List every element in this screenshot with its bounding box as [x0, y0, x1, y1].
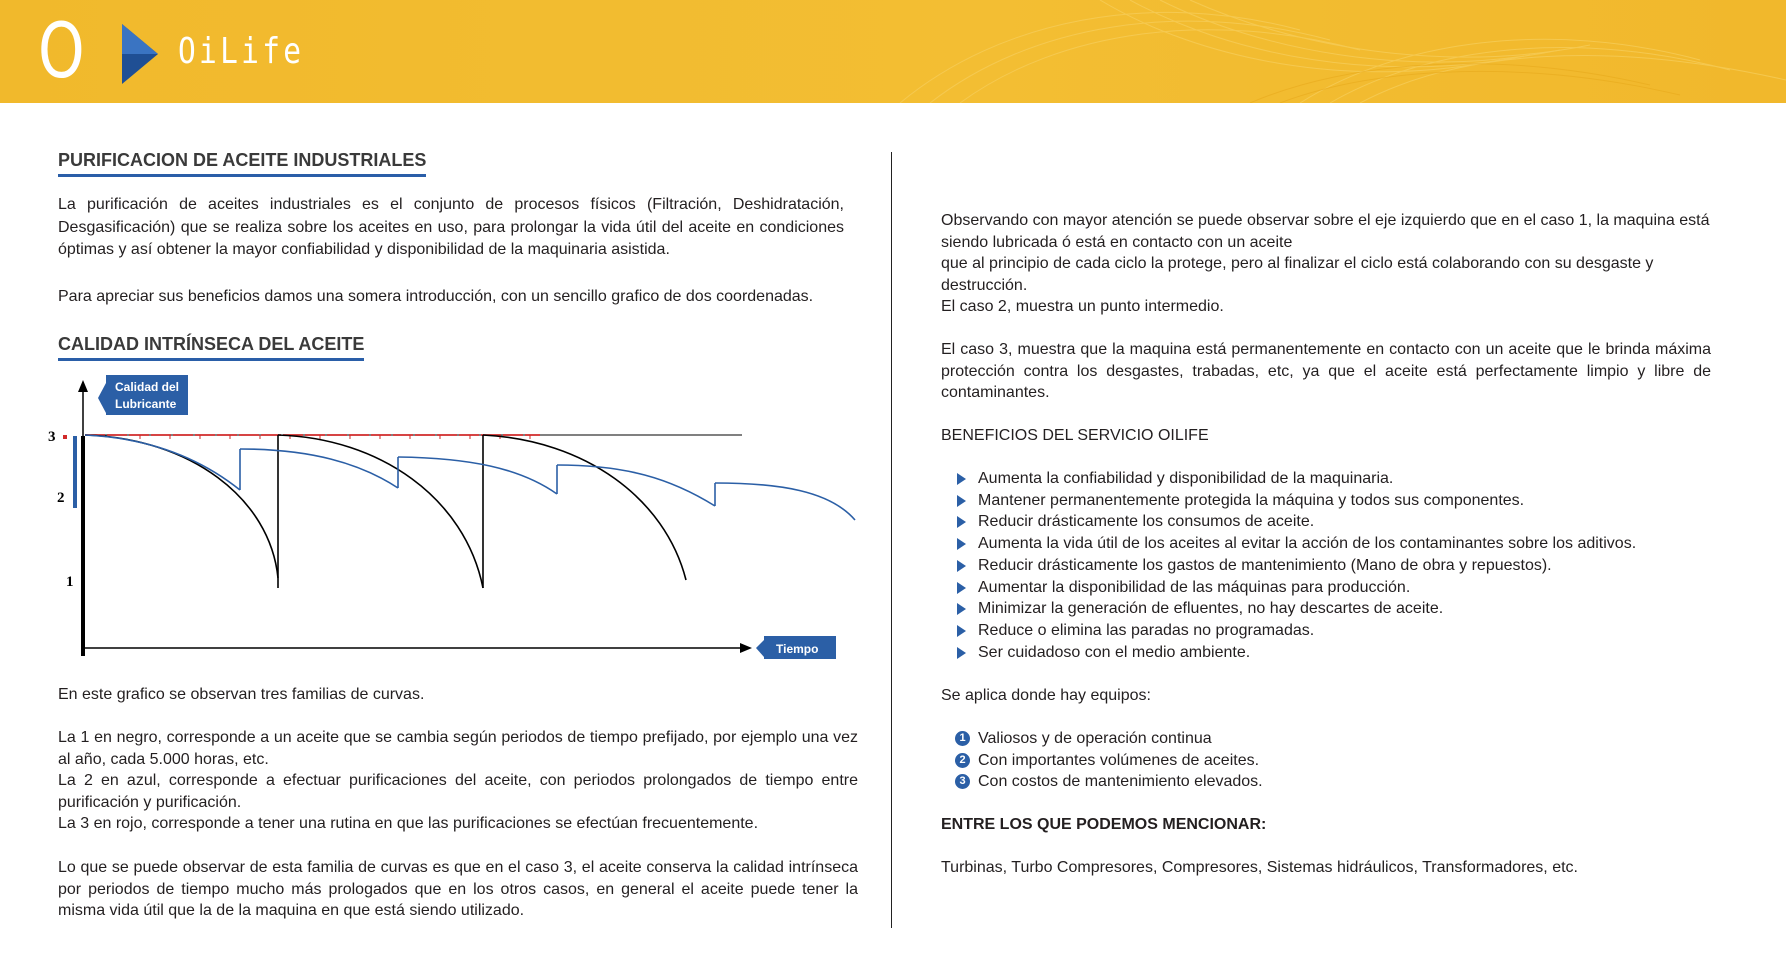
column-divider — [891, 152, 892, 928]
blue-curve — [85, 435, 855, 520]
curve-2-description: La 2 en azul, corresponde a efectuar purificaciones del aceite, con periodos prolongados de tiempo entre purificación y purificación. — [58, 772, 858, 811]
list-item: Reducir drásticamente los gastos de mantenimiento (Mano de obra y repuestos). — [955, 555, 1636, 577]
list-item: 2 Con importantes volúmenes de aceites. — [955, 750, 1263, 772]
list-item: Ser cuidadoso con el medio ambiente. — [955, 642, 1636, 664]
observation-b: que al principio de cada ciclo la protege, pero al finalizar el ciclo está colaborando con su desgaste y destrucción. — [941, 255, 1654, 294]
brand-name: OiLife — [178, 31, 305, 72]
equipment-list — [955, 728, 1263, 793]
curve-1-description: La 1 en negro, corresponde a un aceite que se cambia según periodos de tiempo prefijado, por ejemplo una vez al año, cada 5.000 horas, etc. — [58, 729, 858, 768]
y-axis-label-line1: Calidad del — [115, 380, 180, 394]
number-circle-1-icon: 1 — [955, 731, 970, 746]
level-3-marker — [63, 435, 67, 439]
bullet-triangle-icon — [957, 516, 966, 528]
benefits-list — [955, 468, 1636, 663]
benefits-title: BENEFICIOS DEL SERVICIO OILIFE — [941, 427, 1209, 444]
x-axis-label-tag — [756, 636, 836, 659]
mention-list: Turbinas, Turbo Compresores, Compresores, Sistemas hidráulicos, Transformadores, etc. — [941, 859, 1578, 876]
list-item: Aumenta la confiabilidad y disponibilidad de la maquinaria. — [955, 468, 1636, 490]
y-axis-label-tag — [98, 375, 188, 415]
bullet-triangle-icon — [957, 647, 966, 659]
bullet-triangle-icon — [957, 582, 966, 594]
curves-intro: En este grafico se observan tres familias de curvas. — [58, 686, 425, 703]
intro-paragraph-2: Para apreciar sus beneficios damos una somera introducción, con un sencillo grafico de dos coordenadas. — [58, 288, 814, 305]
level-2-bar — [73, 436, 77, 508]
observation-paragraph: Lo que se puede observar de esta familia de curvas es que en el caso 3, el aceite conserva la calidad intrínseca por periodos de tiempo mucho más prologados que en los otros casos, en general el aceite puede tener la misma vida útil que la de la maquina en que está siendo utilizado. — [58, 859, 858, 920]
list-item: 3 Con costos de mantenimiento elevados. — [955, 771, 1263, 793]
list-item: 1 Valiosos y de operación continua — [955, 728, 1263, 750]
list-item: Mantener permanentemente protegida la máquina y todos sus componentes. — [955, 490, 1636, 512]
header-banner — [0, 0, 1786, 103]
y-axis-label-line2: Lubricante — [115, 397, 177, 411]
case-2-text: El caso 2, muestra un punto intermedio. — [941, 298, 1224, 315]
level-3-label: 3 — [48, 429, 56, 445]
list-item: Reduce o elimina las paradas no programadas. — [955, 620, 1636, 642]
bullet-triangle-icon — [957, 538, 966, 550]
applies-text: Se aplica donde hay equipos: — [941, 687, 1151, 704]
list-item: Minimizar la generación de efluentes, no hay descartes de aceite. — [955, 598, 1636, 620]
number-circle-3-icon: 3 — [955, 774, 970, 789]
heading-calidad: CALIDAD INTRÍNSECA DEL ACEITE — [58, 333, 364, 361]
number-circle-2-icon: 2 — [955, 753, 970, 768]
logo-letter: O — [38, 6, 85, 95]
list-item: Aumenta la vida útil de los aceites al evitar la acción de los contaminantes sobre los aditivos. — [955, 533, 1636, 555]
bullet-triangle-icon — [957, 603, 966, 615]
mention-title: ENTRE LOS QUE PODEMOS MENCIONAR: — [941, 816, 1267, 833]
bullet-triangle-icon — [957, 495, 966, 507]
curve-3-description: La 3 en rojo, corresponde a tener una rutina en que las purificaciones se efectúan frecuentemente. — [58, 815, 759, 832]
intro-paragraph: La purificación de aceites industriales es el conjunto de procesos físicos (Filtración, Deshidratación, Desgasificación) que se realiza sobre los aceites en uso, para prolongar la vida útil del aceite en condiciones óptimas y así obtener la mayor confiabilidad y disponibilidad de la maquinaria asistida. — [58, 196, 844, 258]
observation-a: Observando con mayor atención se puede observar sobre el eje izquierdo que en el caso 1, la maquina está siendo lubricada ó está en contacto con un aceite — [941, 212, 1710, 251]
list-item: Reducir drásticamente los consumos de aceite. — [955, 511, 1636, 533]
level-1-bar — [81, 436, 85, 656]
case-3-text: El caso 3, muestra que la maquina está permanentemente en contacto con un aceite que le brinda máxima protección contra los desgastes, trabadas, etc, ya que el aceite está perfectamente limpio y libre de contaminantes. — [941, 341, 1711, 402]
bullet-triangle-icon — [957, 560, 966, 572]
level-2-label: 2 — [57, 490, 65, 506]
x-axis-label: Tiempo — [776, 642, 819, 656]
list-item: Aumentar la disponibilidad de las máquinas para producción. — [955, 577, 1636, 599]
heading-purificacion: PURIFICACION DE ACEITE INDUSTRIALES — [58, 149, 426, 177]
lubricant-quality-chart — [40, 368, 860, 668]
level-1-label: 1 — [66, 574, 74, 590]
y-axis-arrow — [78, 380, 88, 392]
black-curve — [85, 435, 686, 588]
bullet-triangle-icon — [957, 625, 966, 637]
logo-arrow-icon — [118, 22, 162, 86]
x-axis-arrow — [740, 643, 752, 653]
bullet-triangle-icon — [957, 473, 966, 485]
